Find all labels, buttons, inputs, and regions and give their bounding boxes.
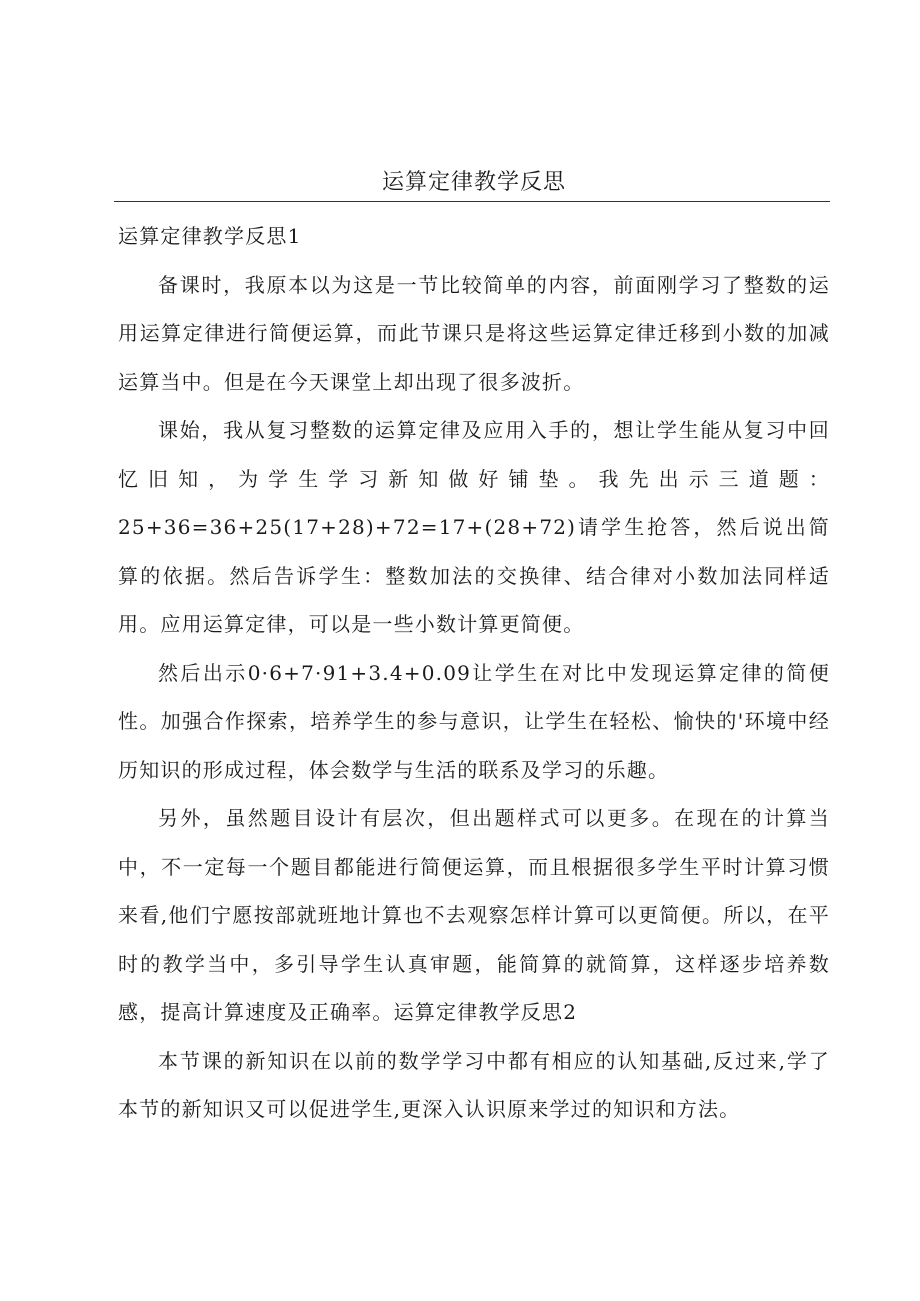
paragraph-4: 另外，虽然题目设计有层次，但出题样式可以更多。在现在的计算当中，不一定每一个题目都能进行简便运算，而且根据很多学生平时计算习惯来看,他们宁愿按部就班地计算也不去观察怎样计算可以更简便。所以，在平时的教学当中，多引导学生认真审题，能简算的就简算，这样逐步培养数感，提高计算速度及正确率。运算定律教学反思2: [118, 806, 830, 1024]
paragraph-2: 课始，我从复习整数的运算定律及应用入手的，想让学生能从复习中回忆旧知，为学生学习新知做好铺垫。我先出示三道题：25+36=36+25(17+28)+72=17+(28+72)请学生抢答，然后说出简算的依据。然后告诉学生：整数加法的交换律、结合律对小数加法同样适用。应用运算定律，可以是一些小数计算更简便。: [118, 418, 830, 636]
paragraph-3: 然后出示0·6+7·91+3.4+0.09让学生在对比中发现运算定律的简便性。加强合作探索，培养学生的参与意识，让学生在轻松、愉快的'环境中经历知识的形成过程，体会数学与生活的联系及学习的乐趣。: [118, 660, 830, 782]
title-divider: [114, 201, 830, 202]
paragraph-5: 本节课的新知识在以前的数学学习中都有相应的认知基础,反过来,学了本节的新知识又可以促进学生,更深入认识原来学过的知识和方法。: [118, 1048, 830, 1121]
document-title: 运算定律教学反思: [381, 170, 566, 195]
paragraph-1: 备课时，我原本以为这是一节比较简单的内容，前面刚学习了整数的运用运算定律进行简便运算，而此节课只是将这些运算定律迁移到小数的加减运算当中。但是在今天课堂上却出现了很多波折。: [118, 272, 830, 394]
document-body: [118, 212, 830, 1134]
section-heading: 运算定律教学反思1: [118, 224, 302, 248]
